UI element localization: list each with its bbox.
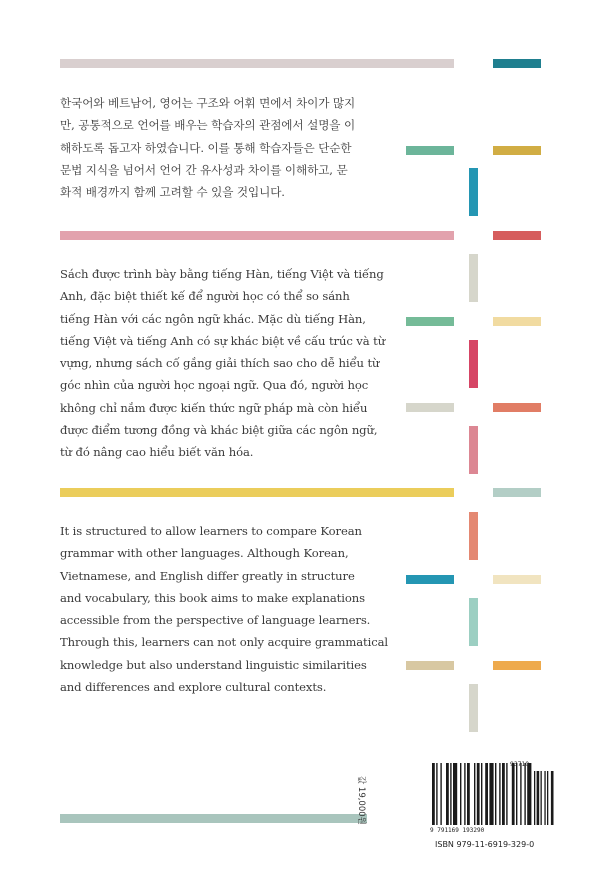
barcode-bar (520, 763, 521, 825)
korean-paragraph: 한국어와 베트남어, 영어는 구조와 어휘 면에서 차이가 많지 만, 공통적으로 언어를 배우는 학습자의 관점에서 설명을 이 해하도록 돕고자 하였습니다. 이를 통해 학습자들은 단순한 문법 지식을 넘어서 언어 간 유사성과 차이를 이해하고, 문 화적 배경까지 함께 고려할 수 있을 것입니다. (60, 96, 356, 200)
barcode-bar (460, 763, 461, 825)
barcode-bar (481, 763, 482, 825)
barcode-bar (516, 763, 517, 825)
barcode-bar (495, 763, 496, 825)
deco-dash (493, 317, 541, 326)
barcode-digits: 9 791169 193290 (430, 827, 485, 834)
divider-bar-korean (60, 231, 454, 240)
deco-dash (406, 403, 454, 412)
barcode-bar (453, 763, 457, 825)
deco-dash (469, 168, 478, 216)
barcode-bar (527, 763, 531, 825)
barcode-bar (436, 763, 437, 825)
barcode-bar (502, 763, 505, 825)
deco-dash (406, 317, 454, 326)
barcode-bar (464, 763, 465, 825)
price-label: 값 19,000원 (356, 776, 366, 825)
barcode-bar (534, 771, 535, 825)
deco-dash (469, 254, 478, 302)
barcode-bar (489, 763, 493, 825)
barcode-bar (551, 771, 554, 825)
divider-bar-vietnamese (60, 488, 454, 497)
deco-dash (406, 575, 454, 584)
deco-dash (493, 146, 541, 155)
barcode-bar (541, 771, 542, 825)
barcode-bar (485, 763, 488, 825)
barcode-bar (477, 763, 480, 825)
isbn-number: ISBN 979-11-6919-329-0 (435, 840, 535, 849)
barcode-bar (512, 763, 515, 825)
barcode-addon-code: 93710 (510, 761, 530, 768)
deco-dash (493, 488, 541, 497)
barcode-bar (537, 771, 540, 825)
barcode-bar (547, 771, 548, 825)
vietnamese-paragraph: Sách được trình bày bằng tiếng Hàn, tiếng Việt và tiếng Anh, đặc biệt thiết kế để người học có thể so sánh tiếng Hàn với các ngôn ngữ khác. Mặc dù tiếng Hàn, tiếng Việt và tiếng Anh có sự khác biệt về cấu trúc và từ vựng, nhưng sách cố gắng giải thích sao cho dễ hiểu từ góc nhìn của người học ngoại ngữ. Qua đó, người học không chỉ nắm được kiến thức ngữ pháp mà còn hiểu được điểm tương đồng và khác biệt giữa các ngôn ngữ, từ đó nâng cao hiểu biết văn hóa. (60, 267, 386, 460)
deco-dash (493, 231, 541, 240)
barcode-bar (474, 763, 475, 825)
barcode-bar (544, 771, 545, 825)
barcode-bar (499, 763, 500, 825)
barcode-bar (524, 763, 525, 825)
deco-dash (493, 59, 541, 68)
deco-dash (493, 403, 541, 412)
deco-dash (469, 512, 478, 560)
divider-bar-bottom (60, 814, 367, 823)
deco-dash (469, 684, 478, 732)
deco-dash (469, 426, 478, 474)
barcode-bar (446, 763, 449, 825)
barcode-bar (450, 763, 451, 825)
divider-bar-top (60, 59, 454, 68)
barcode-bar (506, 763, 507, 825)
deco-dash (406, 661, 454, 670)
deco-dash (406, 146, 454, 155)
deco-dash (469, 598, 478, 646)
deco-dash (493, 661, 541, 670)
english-paragraph: It is structured to allow learners to compare Korean grammar with other languages. Although Korean, Vietnamese, and English differ greatly in structure and vocabulary, this book aims to make explanations accessible from the perspective of language learners. Through this, learners can not only acquire grammatical knowledge but also understand linguistic similarities and differences and explore cultural contexts. (60, 524, 389, 695)
barcode-bar (440, 763, 441, 825)
barcode-bar (432, 763, 435, 825)
deco-dash (493, 575, 541, 584)
deco-dash (469, 340, 478, 388)
isbn-barcode (398, 759, 558, 847)
barcode-image (428, 759, 556, 829)
barcode-bar (467, 763, 470, 825)
